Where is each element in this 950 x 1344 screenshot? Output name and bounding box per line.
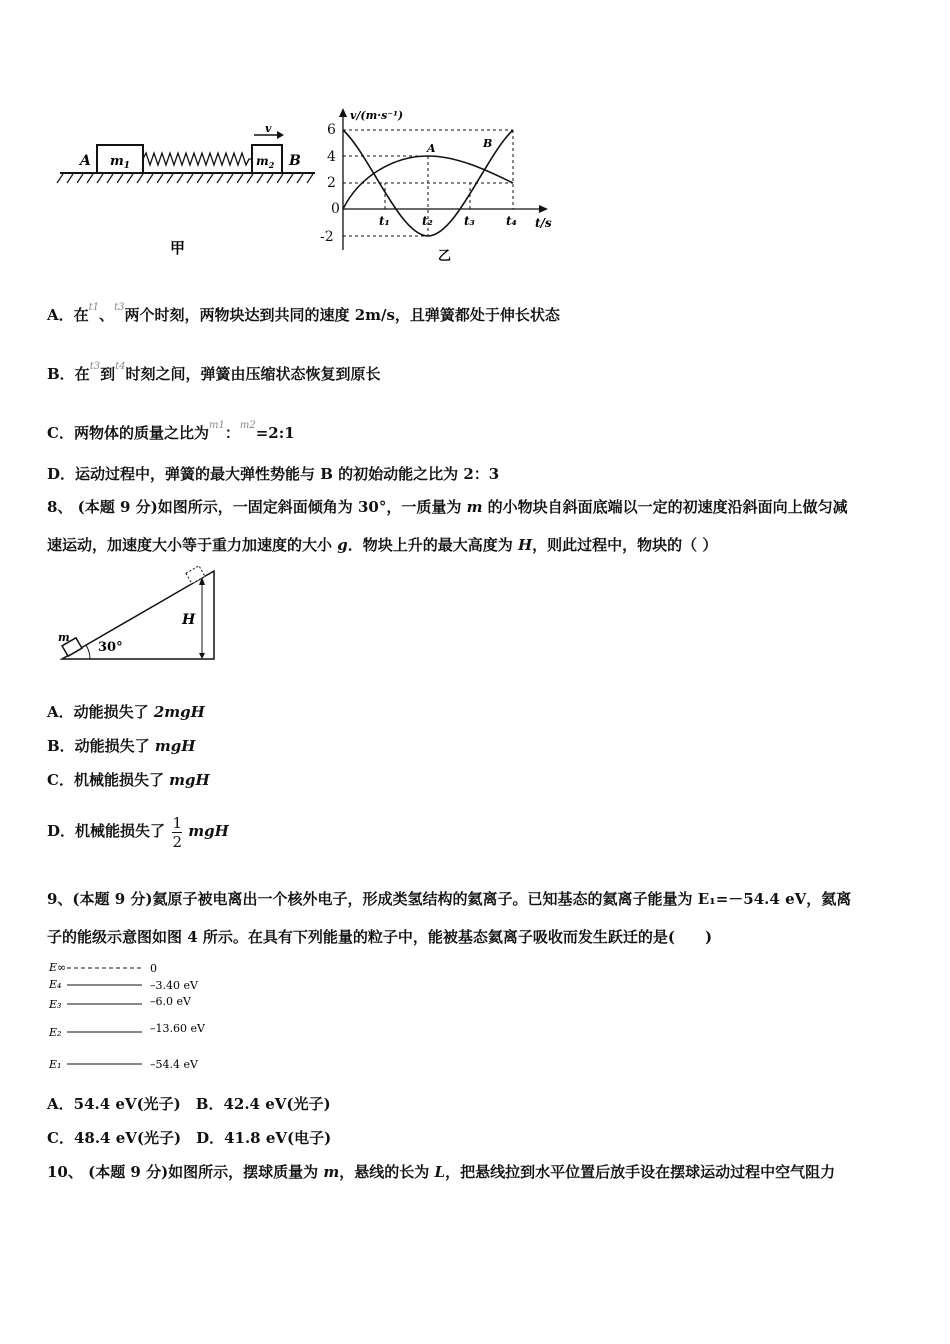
y-tick-label: 2 (327, 175, 336, 191)
y-axis-label: v/(m·s⁻¹) (350, 109, 404, 122)
q7-option-b: B．在$^{t3}$到$^{t4}$时刻之间，弹簧由压缩状态恢复到原长 (47, 361, 381, 383)
level-value: –3.40 eV (150, 979, 198, 992)
angle-label: 30° (98, 640, 123, 655)
q7-option-d: D．运动过程中，弹簧的最大弹性势能与 B 的初始动能之比为 2：3 (47, 465, 500, 483)
x-tick-label: t₄ (506, 214, 517, 228)
level-name: E₃ (49, 998, 62, 1011)
curve-a-label: A (427, 142, 436, 155)
q8-option-d: D．机械能损失了 $\frac{1}{2}$ mgH (47, 813, 229, 851)
x-tick-label: t₃ (464, 214, 475, 228)
level-value: –6.0 eV (150, 995, 191, 1008)
level-name: E₁ (49, 1058, 62, 1071)
x-tick-label: t₁ (379, 214, 390, 228)
q8-option-a: A．动能损失了 2mgH (47, 703, 205, 721)
level-value: –13.60 eV (150, 1022, 205, 1035)
y-tick-label: -2 (320, 229, 334, 245)
x-tick-label: t₂ (422, 214, 433, 228)
curve-b-label: B (483, 137, 493, 150)
level-value: –54.4 eV (150, 1058, 198, 1071)
q7-option-c: C．两物体的质量之比为$^{m1}$：$^{m2}$=2:1 (47, 420, 295, 442)
q9-stem-line-2: 子的能级示意图如图 4 所示。在具有下列能量的粒子中，能被基态氦离子吸收而发生跃迁的是( ) (47, 928, 713, 946)
level-name: E₂ (49, 1026, 62, 1039)
q9-options-cd: C．48.4 eV(光子) D．41.8 eV(电子) (47, 1129, 332, 1147)
block-b-label: B (289, 153, 301, 169)
level-name: E∞ (49, 961, 67, 974)
height-label: H (182, 612, 196, 628)
incline-figure (52, 563, 232, 668)
velocity-mark: v (265, 125, 272, 135)
q9-stem-line-1: 9、(本题 9 分)氦原子被电离出一个核外电子，形成类氢结构的氦离子。已知基态的氦离子能量为 E₁=－54.4 eV，氦离 (47, 890, 852, 908)
q8-stem-line-2: 速运动，加速度大小等于重力加速度的大小 g．物块上升的最大高度为 H，则此过程中，物块的（ ） (47, 536, 718, 554)
level-name: E₄ (49, 978, 62, 991)
y-tick-label: 6 (327, 122, 336, 138)
y-tick-label: 0 (331, 201, 340, 217)
spring (143, 153, 252, 165)
block-label: m (58, 631, 70, 644)
left-caption: 甲 (170, 239, 186, 257)
spring-blocks-figure (55, 125, 325, 265)
q8-stem-line-1: 8、 (本题 9 分)如图所示，一固定斜面倾角为 30°，一质量为 m 的小物块自斜面底端以一定的初速度沿斜面向上做匀减 (47, 498, 848, 516)
q10-stem-line-1: 10、 (本题 9 分)如图所示，摆球质量为 m，悬线的长为 L，把悬线拉到水平位置后放手设在摆球运动过程中空气阻力 (47, 1163, 836, 1181)
q9-options-ab: A．54.4 eV(光子) B．42.4 eV(光子) (47, 1095, 331, 1113)
mass1-label: $m_1$ (110, 154, 131, 171)
q8-option-c: C．机械能损失了 mgH (47, 771, 210, 789)
mass2-label: $m_2$ (256, 154, 275, 170)
q8-option-b: B．动能损失了 mgH (47, 737, 196, 755)
block-a-label: A (80, 153, 91, 169)
right-caption: 乙 (438, 249, 452, 264)
q7-option-a: A．在$^{t1}$、$^{t3}$两个时刻，两物块达到共同的速度 2m/s，且弹簧都处于伸长状态 (47, 302, 560, 324)
energy-level-diagram (45, 958, 225, 1078)
y-tick-label: 4 (327, 149, 336, 165)
fraction-one-half: $\frac{1}{2}$ (172, 813, 182, 851)
level-value: 0 (150, 962, 157, 975)
x-axis-label: t/s (535, 216, 552, 230)
velocity-time-graph (315, 105, 565, 270)
